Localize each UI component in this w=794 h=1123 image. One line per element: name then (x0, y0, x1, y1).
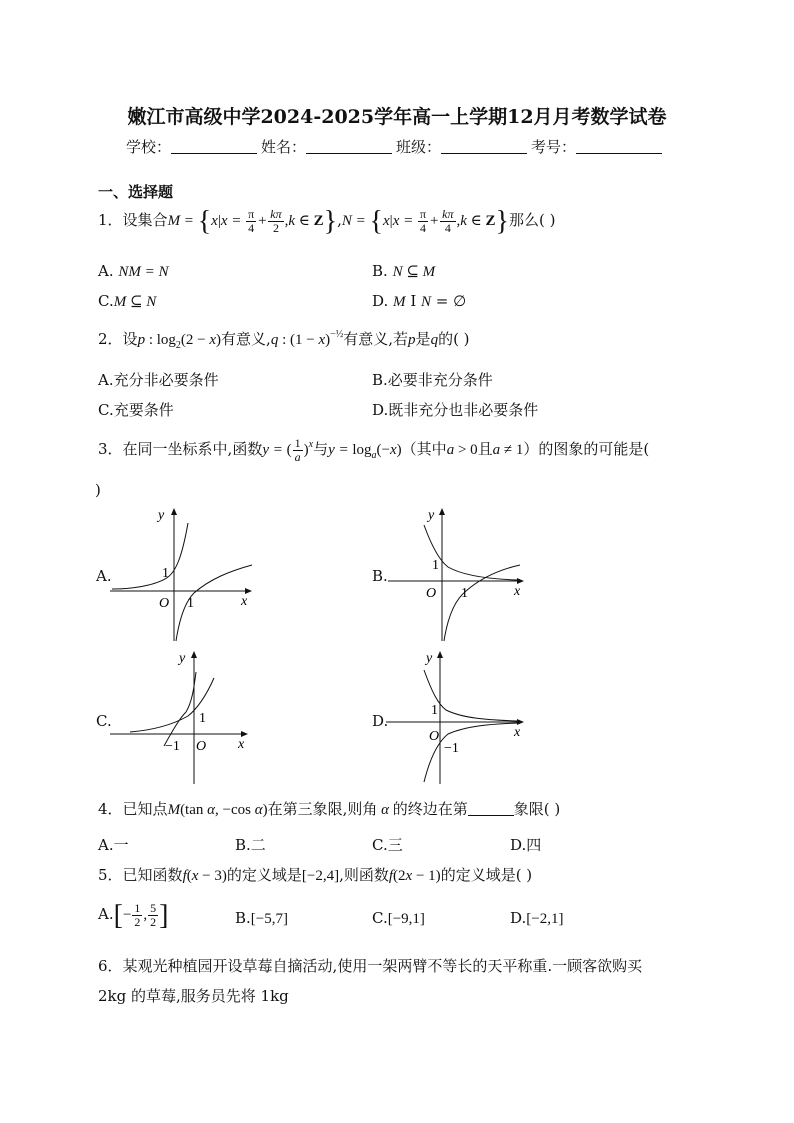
q1-option-c-label: C. (98, 292, 114, 310)
q3-mid1: 与 (313, 439, 329, 458)
origin-label: O (159, 596, 170, 611)
q5-option-d-label: D. (510, 909, 527, 927)
q5-function-2: f(2x − 1) (388, 868, 441, 884)
question-6 (98, 955, 642, 976)
question-3: 3．在同一坐标系中,函数y = ( $\frac{1}{a}$ )$^x$与$y = \log_a(-x)$（其中a > 0且a ≠ 1）的图象的可能是( (98, 436, 650, 464)
q5-mid2: ,则函数 (339, 866, 389, 884)
q5-option-a-label: A. (98, 905, 114, 923)
tick-one-x: 1 (187, 596, 194, 611)
q2-number: 2． (98, 330, 123, 348)
q4-number: 4． (98, 800, 123, 818)
question-1: 1．设集合M = {x|x = $\frac{\pi}{4}$ + $\frac{k\pi}{2}$ ,k ∈ Z},N = {x|x = $\frac{\pi}{4}$ + $\frac{k\pi}{4}$ ,k ∈ Z}那么( ) (98, 206, 556, 237)
q2-option-c: C.充要条件 (98, 401, 174, 419)
question-5 (98, 864, 532, 885)
q5-option-d: D.[−2,1] (510, 909, 564, 927)
origin-label: O (196, 739, 207, 754)
q2-condition-q: q : $(1 - x)^{-\frac{1}{2}}$ (270, 329, 344, 348)
tick-one-y: 1 (162, 566, 169, 581)
student-info-row (126, 136, 666, 157)
q2-option-d: D.既非充分也非必要条件 (372, 401, 539, 419)
name-blank (306, 139, 392, 154)
tick-neg-one-y: −1 (444, 741, 459, 756)
q5-option-a: A.[− $\frac{1}{2}$ , $\frac{5}{2}$ ] (98, 900, 169, 931)
q3-graph-d (386, 648, 536, 788)
q5-function-1: f(x − 3) (182, 868, 227, 884)
y-label: y (426, 651, 433, 666)
q5-number: 5． (98, 866, 123, 884)
school-blank (171, 139, 257, 154)
q2-option-b: B.必要非充分条件 (372, 371, 493, 389)
q4-point: M(tan α, −cos α) (167, 802, 268, 818)
q6-line1: 某观光种植园开设草莓自摘活动,使用一架两臂不等长的天平称重.一顾客欲购买 (122, 957, 643, 975)
class-label: 班级： (396, 138, 442, 156)
section-heading: 一、选择题 (98, 183, 174, 201)
q1-lead: 设集合 (122, 211, 168, 229)
number-label: 考号： (531, 138, 577, 156)
q3-mid2: （其中 (401, 439, 447, 458)
q2-option-a: A.充分非必要条件 (98, 371, 219, 389)
school-label: 学校： (126, 138, 172, 156)
y-axis-arrow (439, 508, 445, 515)
x-label: x (514, 725, 521, 740)
y-axis-arrow (171, 508, 177, 515)
q5-lead: 已知函数 (122, 866, 183, 884)
origin-label: O (426, 586, 437, 601)
q4-blank (468, 801, 514, 816)
q1-number: 1． (98, 211, 123, 229)
q5-option-b-label: B. (235, 909, 251, 927)
q1-option-c: C.M ⊆ N (98, 292, 157, 310)
q2-end: 的( ) (438, 330, 470, 348)
q1-set-m: M = {x|x = $\frac{\pi}{4}$ + $\frac{k\pi}{2}$ ,k ∈ Z} (167, 206, 338, 237)
q5-option-c-label: C. (372, 909, 388, 927)
q2-mid3: 是 (415, 330, 431, 348)
exp-curve (112, 523, 188, 589)
q6-number: 6． (98, 957, 123, 975)
origin-label: O (429, 729, 440, 744)
q1-end: 那么( ) (508, 211, 556, 229)
y-axis-arrow (437, 651, 443, 658)
q2-mid1: 有意义, (221, 330, 271, 348)
q3-function-2: $y = \log_a(-x)$ (328, 441, 402, 461)
q5-end: 的定义域是( ) (440, 866, 533, 884)
class-blank (441, 139, 527, 154)
q5-option-b: B.[−5,7] (235, 909, 288, 927)
x-label: x (238, 737, 245, 752)
q3-graph-b (386, 505, 536, 645)
x-label: x (241, 594, 248, 609)
q4-end: 象限( ) (513, 800, 561, 818)
q3-graph-a (110, 505, 260, 645)
question-2: 2．设p : $\log_2(2 - x)$有意义,q : $(1 - x)^{-\frac{1}{2}}$有意义,若p是q的( ) (98, 329, 470, 351)
tick-one-x: 1 (461, 586, 468, 601)
log-curve (164, 672, 196, 746)
exp-curve (424, 670, 518, 721)
q3-mid3: 且 (477, 439, 493, 458)
q3-graph-a-label: A. (96, 567, 112, 585)
tick-one-y: 1 (199, 711, 206, 726)
q5-mid: 的定义域是 (226, 866, 302, 884)
q1-option-a-label: A. (98, 262, 114, 280)
y-label: y (428, 508, 435, 523)
q4-lead: 已知点 (122, 800, 168, 818)
q2-mid2: 有意义,若 (343, 330, 409, 348)
question-4: 4．已知点M(tan α, −cos α)在第三象限,则角 α 的终边在第 象限( ) (98, 800, 561, 818)
x-label: x (514, 584, 521, 599)
q4-mid2: 的终边在第 (392, 800, 468, 818)
tick-one-y: 1 (431, 703, 438, 718)
q2-lead: 设 (122, 330, 138, 348)
q3-number: 3． (98, 439, 123, 458)
q4-option-b: B.二 (235, 836, 266, 854)
tick-neg-one-x: −1 (165, 739, 180, 754)
q3-graph-c (110, 648, 260, 788)
q1-option-d-label: D. (372, 292, 389, 310)
q1-option-d: D. M I N = ∅ (372, 292, 467, 310)
number-blank (576, 139, 662, 154)
y-axis-arrow (191, 651, 197, 658)
q3-end: ）的图象的可能是( (523, 439, 650, 458)
q6-line2: 2kg 的草莓,服务员先将 1kg (98, 987, 289, 1005)
q1-set-n: N = {x|x = $\frac{\pi}{4}$ + $\frac{k\pi}{4}$ ,k ∈ Z} (341, 206, 509, 237)
q5-domain: [−2,4] (301, 868, 340, 884)
page-title: 嫩江市高级中学2024-2025学年高一上学期12月月考数学试卷 (127, 106, 667, 128)
tick-one-y: 1 (432, 558, 439, 573)
q3-graph-b-label: B. (372, 567, 388, 585)
q1-option-b-label: B. (372, 262, 388, 280)
q3-graph-d-label: D. (372, 712, 389, 730)
q3-lead: 在同一坐标系中,函数 (122, 439, 263, 458)
log-curve (444, 565, 520, 641)
y-label: y (179, 651, 186, 666)
q3-end-paren: ) (95, 481, 101, 499)
q3-graph-c-label: C. (96, 712, 112, 730)
q4-mid: 在第三象限,则角 (267, 800, 378, 818)
name-label: 姓名： (261, 138, 307, 156)
q4-option-c: C.三 (372, 836, 403, 854)
q1-option-b: B. N ⊆ M (372, 262, 436, 280)
y-label: y (158, 508, 165, 523)
q5-option-c: C.[−9,1] (372, 909, 425, 927)
q2-condition-p: p : $\log_2(2 - x)$ (137, 332, 222, 351)
q4-option-d: D.四 (510, 836, 542, 854)
q4-option-a: A.一 (98, 836, 129, 854)
q3-function-1: y = ( $\frac{1}{a}$ )$^x$ (262, 436, 314, 464)
q1-option-a: A. NM = N (98, 262, 169, 280)
